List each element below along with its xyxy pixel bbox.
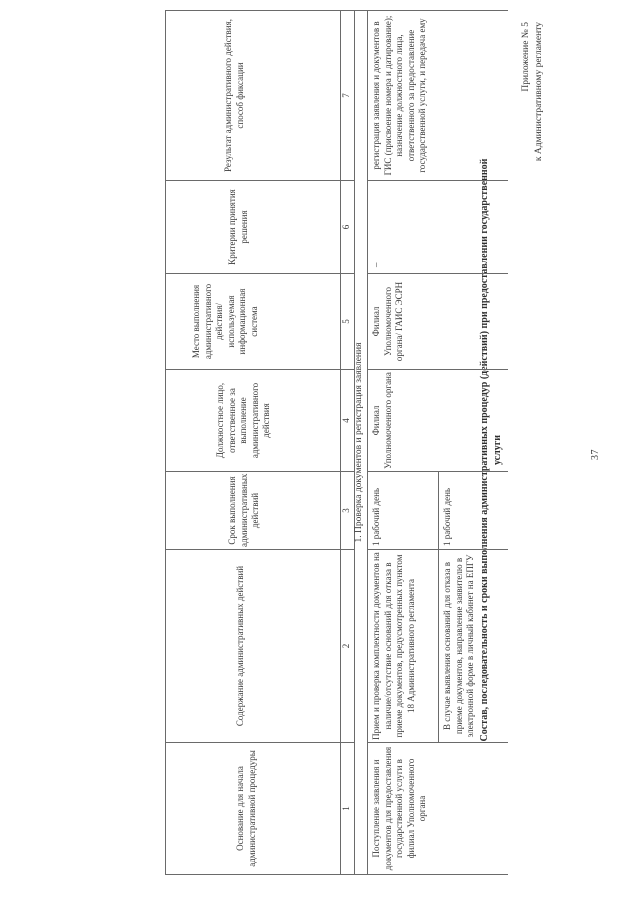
table-numbers-row (340, 10, 355, 875)
action-item-1: Прием и проверка комплектности документов на наличие/отсутствие оснований для отказа в приеме документов, предусмотренных пунктом 18 Административного регламента (371, 552, 416, 740)
header-criteria: Критерии принятия решения (165, 181, 340, 274)
col-number-1: 1 (340, 743, 354, 875)
header-term: Срок выполнения административных действий (165, 472, 340, 550)
section-title-row (354, 10, 368, 875)
action-item-2: В случае выявления оснований для отказа в приеме документов, направление заявителю в электронной форме в личный кабинет на ЕПГУ (438, 550, 508, 742)
header-basis: Основание для начала административной процедуры (165, 743, 340, 875)
cell-result: регистрация заявления и документов в ГИС (присвоение номера и датирование); назначение должностного лица, ответственного за предоставление государственной услуги, и передача ему (368, 10, 508, 181)
title-line-2: услуги (492, 434, 503, 466)
appendix-line-1: Приложение № 5 (521, 22, 531, 92)
col-number-2: 2 (340, 550, 354, 743)
header-actions: Содержание административных действий (165, 550, 340, 743)
table-row (368, 10, 508, 875)
table-header-row (165, 10, 341, 875)
col-number-4: 4 (340, 370, 354, 472)
header-place: Место выполнения административного действия/ используемая информационная система (165, 274, 340, 370)
col-number-7: 7 (340, 10, 354, 181)
term-item-2: 1 рабочий день (438, 472, 508, 549)
appendix-reference (520, 22, 546, 282)
title-line-1: Состав, последовательность и сроки выполнения административных процедур (действий) при предоставлении государственной (479, 158, 490, 742)
cell-term (368, 472, 508, 550)
procedures-table (165, 10, 475, 875)
col-number-6: 6 (340, 181, 354, 274)
header-result: Результат административного действия, способ фиксации (165, 10, 340, 181)
col-number-5: 5 (340, 274, 354, 370)
cell-official: Филиал Уполномоченного органа (368, 370, 508, 472)
cell-place: Филиал Уполномоченного органа/ ГАИС ЭСРН (368, 274, 508, 370)
col-number-3: 3 (340, 472, 354, 550)
section-title: 1. Проверка документов и регистрация заявления (354, 342, 364, 543)
cell-criteria: – (368, 181, 508, 274)
page-number: 37 (590, 449, 601, 460)
cell-actions (368, 550, 508, 743)
term-item-1: 1 рабочий день (371, 488, 381, 546)
appendix-line-2: к Административному регламенту (534, 22, 544, 162)
cell-basis: Поступление заявления и документов для предоставления государственной услуги в филиал Уполномоченного органа (368, 743, 508, 875)
header-official: Должностное лицо, ответственное за выполнение административного действия (165, 370, 340, 472)
